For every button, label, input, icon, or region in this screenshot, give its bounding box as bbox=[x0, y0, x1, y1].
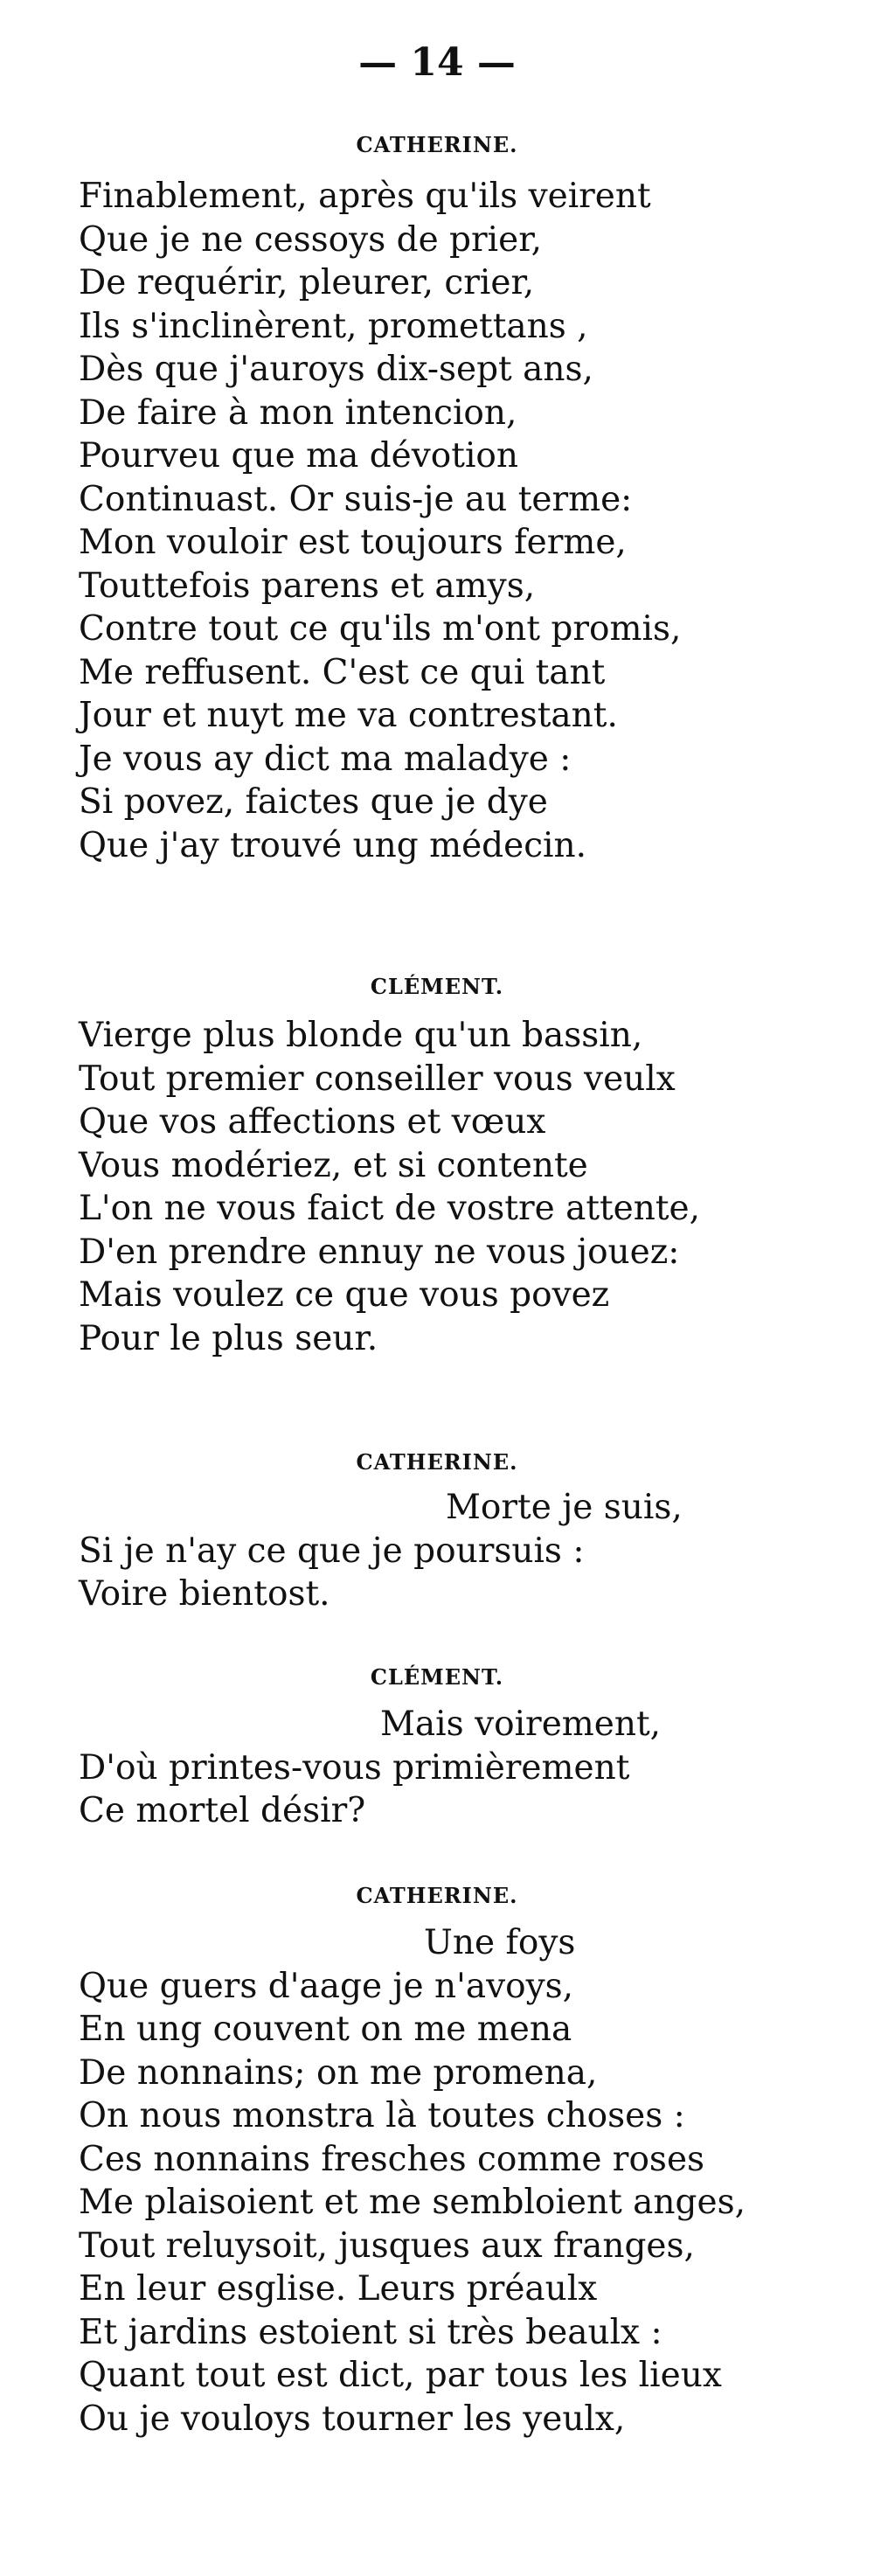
verse-line-indented: Mais voirement, bbox=[380, 1705, 662, 1744]
verse-line: Dès que j'auroys dix-sept ans, bbox=[79, 350, 593, 389]
verse-line: Que vos affections et vœux bbox=[79, 1102, 546, 1142]
verse-line: Que guers d'aage je n'avoys, bbox=[79, 1966, 574, 2006]
verse-line: Quant tout est dict, par tous les lieux bbox=[79, 2356, 722, 2395]
verse-line: Ou je vouloys tourner les yeulx, bbox=[79, 2399, 626, 2439]
verse-line: Si je n'ay ce que je poursuis : bbox=[79, 1531, 585, 1571]
verse-block-catherine-2 bbox=[79, 1486, 848, 1616]
verse-line: Pourveu que ma dévotion bbox=[79, 436, 519, 476]
verse-line: De requérir, pleurer, crier, bbox=[79, 263, 535, 302]
verse-line: Voire bientost. bbox=[79, 1574, 330, 1614]
verse-line: De nonnains; on me promena, bbox=[79, 2052, 598, 2093]
verse-line: En ung couvent on me mena bbox=[79, 2010, 572, 2049]
speaker-heading-catherine: CATHERINE. bbox=[356, 1883, 518, 1908]
verse-line: Mon vouloir est toujours ferme, bbox=[79, 523, 627, 562]
verse-line: Et jardins estoient si très beaulx : bbox=[79, 2312, 662, 2352]
verse-line: Si povez, faictes que je dye bbox=[79, 782, 548, 822]
verse-line: Finablement, après qu'ils veirent bbox=[79, 177, 651, 216]
verse-line: Me plaisoient et me sembloient anges, bbox=[79, 2183, 746, 2222]
verse-line: Pour le plus seur. bbox=[79, 1318, 378, 1358]
speaker-heading-clement: CLÉMENT. bbox=[370, 1664, 504, 1690]
verse-line: Ce mortel désir? bbox=[79, 1791, 366, 1830]
verse-block-clement-1 bbox=[79, 1014, 848, 1360]
verse-line: Tout premier conseiller vous veulx bbox=[79, 1059, 676, 1099]
verse-line: Que je ne cessoys de prier, bbox=[79, 219, 542, 260]
verse-block-clement-2 bbox=[79, 1703, 848, 1833]
verse-line-indented: Une foys bbox=[424, 1923, 576, 1962]
verse-line: Que j'ay trouvé ung médecin. bbox=[79, 825, 587, 865]
verse-line: Tout reluysoit, jusques aux franges, bbox=[79, 2225, 695, 2266]
verse-line: Me reffusent. C'est ce qui tant bbox=[79, 652, 606, 692]
verse-line: Mais voulez ce que vous povez bbox=[79, 1275, 610, 1315]
verse-line: On nous monstra là toutes choses : bbox=[79, 2096, 685, 2135]
verse-line: De faire à mon intencion, bbox=[79, 392, 517, 433]
verse-line: Contre tout ce qu'ils m'ont promis, bbox=[79, 609, 682, 649]
verse-line: Vierge plus blonde qu'un bassin, bbox=[79, 1016, 643, 1055]
speaker-heading-catherine: CATHERINE. bbox=[356, 1449, 518, 1475]
speaker-heading-clement: CLÉMENT. bbox=[370, 974, 504, 999]
verse-line: Je vous ay dict ma maladye : bbox=[79, 739, 572, 779]
verse-line: L'on ne vous faict de vostre attente, bbox=[79, 1189, 701, 1228]
verse-block-catherine-1 bbox=[79, 175, 848, 867]
verse-line: Touttefois parens et amys, bbox=[79, 566, 536, 606]
verse-line: Ils s'inclinèrent, promettans , bbox=[79, 306, 588, 346]
verse-line: Ces nonnains fresches comme roses bbox=[79, 2139, 705, 2179]
verse-line: Jour et nuyt me va contrestant. bbox=[79, 696, 618, 735]
verse-line: Vous modériez, et si contente bbox=[79, 1145, 588, 1185]
verse-line: D'où printes-vous primièrement bbox=[79, 1747, 630, 1788]
speaker-heading-catherine: CATHERINE. bbox=[356, 132, 518, 157]
verse-line-indented: Morte je suis, bbox=[446, 1488, 683, 1527]
verse-block-catherine-3 bbox=[79, 1921, 848, 2441]
verse-line: D'en prendre ennuy ne vous jouez: bbox=[79, 1232, 680, 1272]
verse-line: Continuast. Or suis-je au terme: bbox=[79, 479, 633, 519]
page-number: — 14 — bbox=[358, 40, 516, 85]
verse-line: En leur esglise. Leurs préaulx bbox=[79, 2269, 598, 2309]
